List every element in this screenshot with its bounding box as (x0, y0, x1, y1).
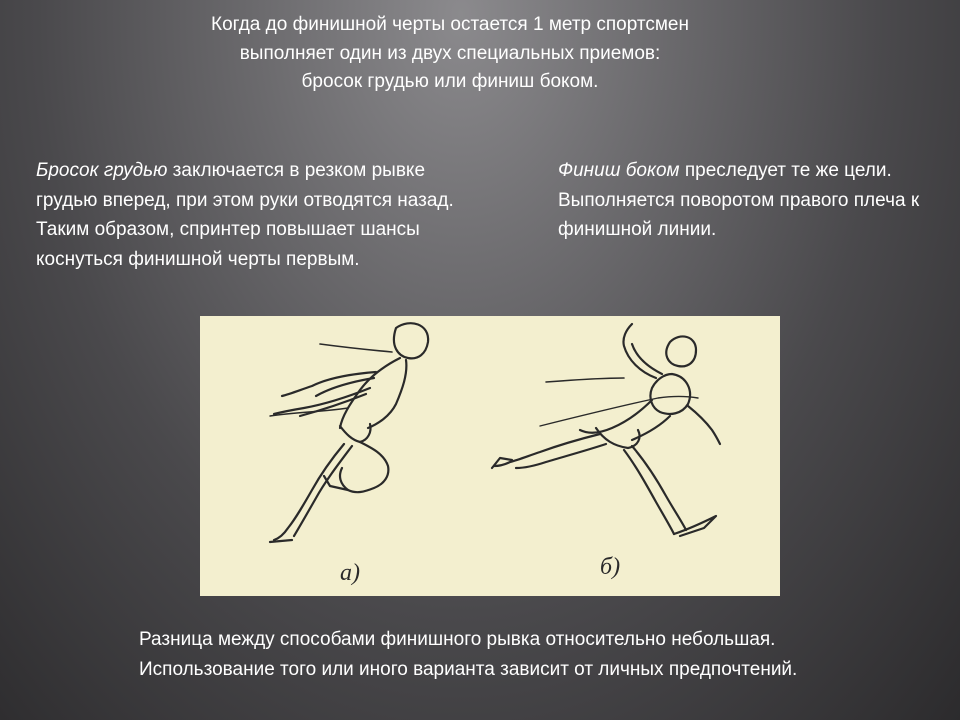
runner-b-shoulder (650, 374, 690, 414)
runner-a-head (394, 323, 428, 358)
label-a: а) (340, 560, 360, 586)
runner-a-leg-back (274, 444, 352, 540)
intro-text: Когда до финишной черты остается 1 метр спортсмен выполняет один из двух специальных приемов: бросок грудью или финиш боком. (211, 14, 689, 92)
runner-side-finish (492, 324, 720, 536)
runner-b-front-arm (688, 406, 720, 444)
side-finish-paragraph (558, 156, 938, 245)
runner-a-arm-back (282, 372, 376, 396)
side-finish-term: Финиш боком (558, 160, 680, 181)
chest-throw-description: заключается в резком рывке грудью вперед, при этом руки отводятся назад. Таким образом, спринтер повышает шансы коснуться финишной черты первым. (36, 160, 454, 270)
runner-b-raised-arm (623, 324, 662, 378)
runner-b-leg-front (624, 446, 686, 534)
chest-throw-term: Бросок грудью (36, 160, 168, 181)
finish-tape-a (320, 344, 392, 352)
runner-chest-throw (270, 323, 428, 542)
finish-tape-b (546, 378, 624, 382)
outro-text: Разница между способами финишного рывка относительно небольшая. Использование того или иного варианта зависит от личных предпочтений. (139, 629, 798, 680)
side-finish-description: преследует те же цели. Выполняется поворотом правого плеча к финишной линии. (558, 160, 920, 240)
chest-throw-paragraph (36, 156, 486, 274)
runner-b-head (666, 336, 696, 366)
runner-a-torso (340, 358, 406, 428)
finish-techniques-illustration (200, 316, 780, 596)
label-b: б) (600, 554, 621, 580)
runner-a-shorts (340, 424, 371, 442)
illustration-svg (200, 316, 780, 596)
finish-tape-b-wrap (540, 397, 698, 427)
runner-a-leg-front (340, 442, 388, 492)
runner-b-leg-back (494, 434, 606, 468)
